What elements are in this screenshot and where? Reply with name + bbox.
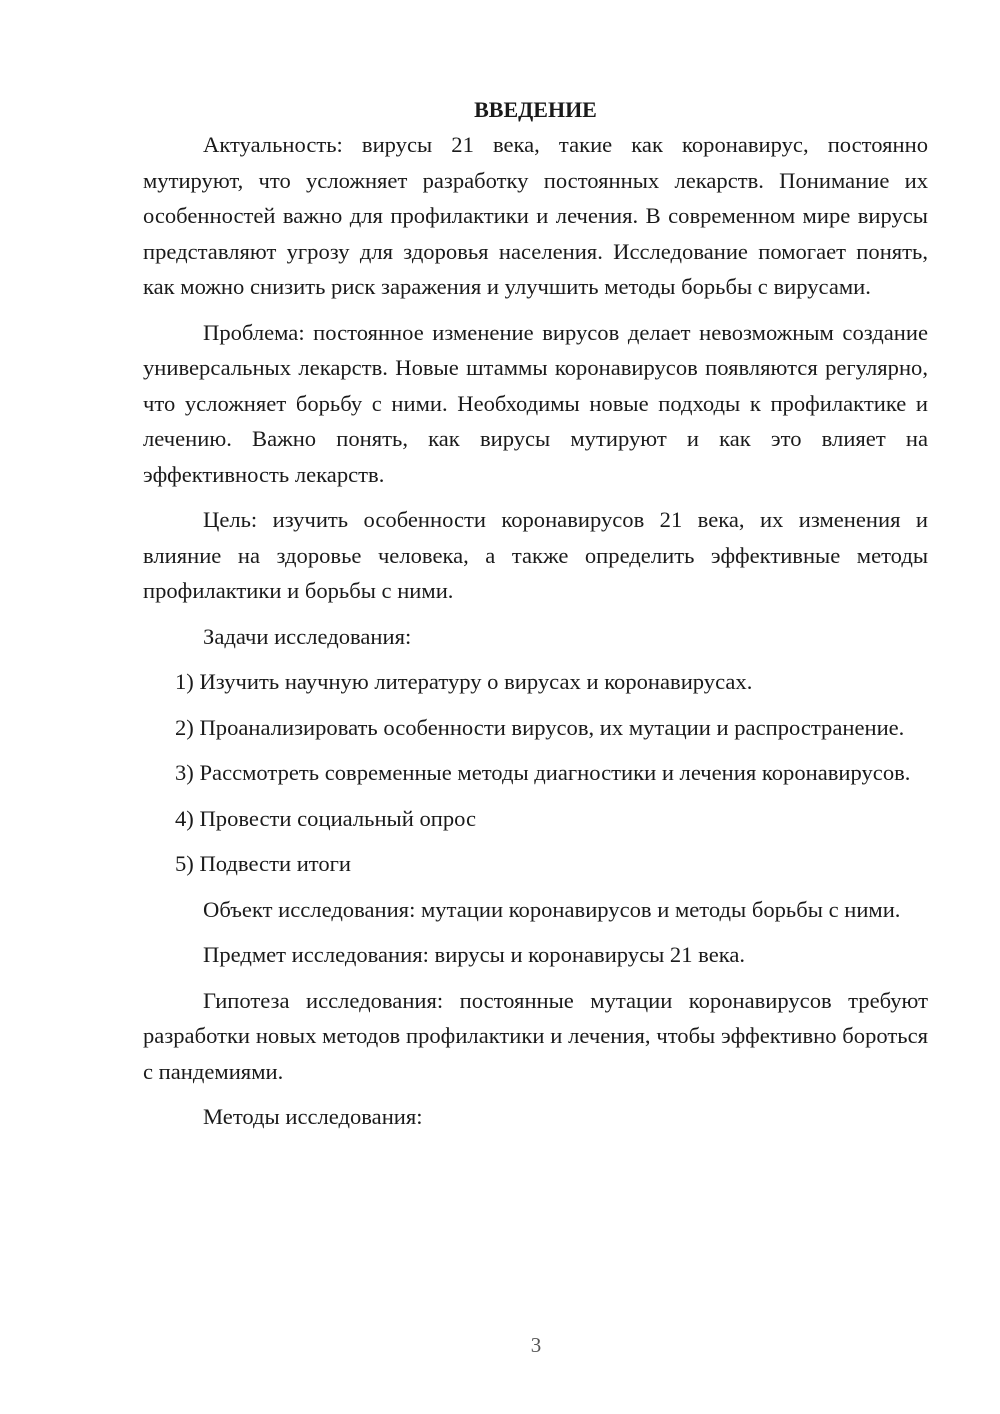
task-item-5: 5) Подвести итоги [175, 851, 352, 876]
paragraph-subject: Предмет исследования: вирусы и коронавирусы 21 века. [203, 942, 746, 967]
section-heading: ВВЕДЕНИЕ [474, 97, 597, 122]
task-item-1: 1) Изучить научную литературу о вирусах и коронавирусах. [175, 669, 753, 694]
paragraph-relevance: Актуальность: вирусы 21 века, такие как коронавирус, постоянно мутируют, что усложняет разработку постоянных лекарств. Понимание их особенностей важно для профилактики и лечения. В современном мире вирусы представляют угрозу для здоровья населения. Исследование помогает понять, как можно снизить риск заражения и улучшить методы борьбы с вирусами. [143, 132, 928, 299]
page-number: 3 [530, 1333, 542, 1357]
paragraph-object: Объект исследования: мутации коронавирусов и методы борьбы с ними. [203, 896, 901, 922]
page-content [143, 94, 928, 1135]
task-item-3: 3) Рассмотреть современные методы диагностики и лечения коронавирусов. [175, 760, 911, 785]
task-item-4: 4) Провести социальный опрос [175, 805, 477, 831]
methods-title: Методы исследования: [203, 1104, 423, 1129]
task-item-2: 2) Проанализировать особенности вирусов, их мутации и распространение. [175, 714, 905, 740]
tasks-title: Задачи исследования: [203, 623, 412, 649]
paragraph-problem: Проблема: постоянное изменение вирусов делает невозможным создание универсальных лекарств. Новые штаммы коронавирусов появляются регулярно, что усложняет борьбу с ними. Необходимы новые подходы к профилактике и лечению. Важно понять, как вирусы мутируют и как это влияет на эффективность лекарств. [143, 319, 928, 487]
paragraph-hypothesis: Гипотеза исследования: постоянные мутации коронавирусов требуют разработки новых методов профилактики и лечения, чтобы эффективно бороться с пандемиями. [143, 987, 928, 1084]
paragraph-goal: Цель: изучить особенности коронавирусов 21 века, их изменения и влияние на здоровье человека, а также определить эффективные методы профилактики и борьбы с ними. [143, 507, 928, 603]
